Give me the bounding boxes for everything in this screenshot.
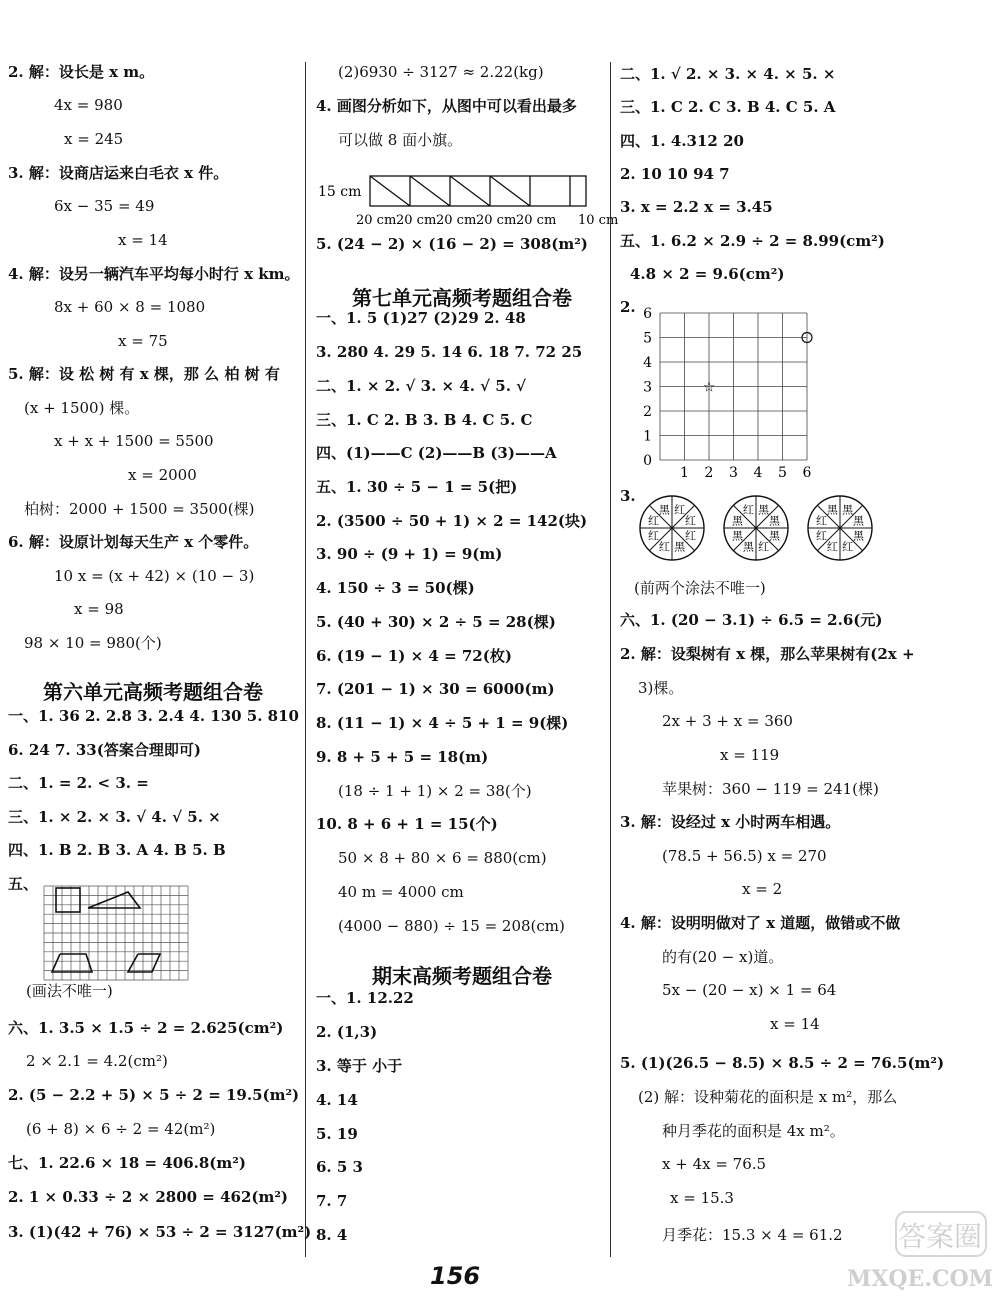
spinner-label: 黑: [732, 529, 744, 543]
answer-line: x = 2: [742, 880, 783, 898]
answer-line: 二、1. = 2. < 3. =: [8, 774, 149, 792]
answer-line: 六、1. (20 − 3.1) ÷ 6.5 = 2.6(元): [620, 611, 883, 629]
answer-line: 4. 解：设明明做对了 x 道题，做错或不做: [620, 914, 901, 932]
answer-line: 40 m = 4000 cm: [338, 883, 464, 901]
star-marker: ☆: [702, 379, 716, 396]
spinner-label: 红: [758, 540, 770, 554]
answer-line: 8. 4: [316, 1226, 348, 1244]
answer-line: 2x + 3 + x = 360: [662, 712, 793, 730]
answer-line: 4. 14: [316, 1091, 358, 1109]
answer-line: 2.: [620, 298, 636, 316]
answer-line: x = 15.3: [670, 1189, 734, 1207]
answer-line: 3. 等于 小于: [316, 1057, 403, 1075]
answer-line: 9. 8 + 5 + 5 = 18(m): [316, 748, 489, 766]
answer-line: 5. 解：设 松 树 有 x 棵，那 么 柏 树 有: [8, 365, 280, 383]
spinner-label: 黑: [674, 540, 686, 554]
page-number: 156: [430, 1262, 481, 1290]
answer-line: (18 ÷ 1 + 1) × 2 = 38(个): [338, 782, 532, 800]
spinner-label: 黑: [826, 503, 838, 517]
spinner-wheel: [640, 496, 704, 560]
answer-line: x = 14: [118, 231, 168, 249]
answer-line: (2) 解：设种菊花的面积是 x m²，那么: [638, 1088, 898, 1106]
spinner-label: 红: [684, 529, 696, 543]
answer-line: 5x − (20 − x) × 1 = 64: [662, 981, 837, 999]
answer-line: 7. (201 − 1) × 30 = 6000(m): [316, 680, 555, 698]
answer-line: 6. 5 3: [316, 1158, 363, 1176]
answer-line: 二、1. √ 2. × 3. × 4. × 5. ×: [620, 65, 836, 83]
answer-line: x = 2000: [128, 466, 197, 484]
answer-line: 50 × 8 + 80 × 6 = 880(cm): [338, 849, 547, 867]
answer-line: 3. 280 4. 29 5. 14 6. 18 7. 72 25: [316, 343, 583, 361]
coordinate-grid: [630, 300, 830, 480]
spinner-label: 红: [816, 529, 828, 543]
answer-line: 7. 7: [316, 1192, 348, 1210]
answer-line: 一、1. 36 2. 2.8 3. 2.4 4. 130 5. 810: [8, 707, 299, 725]
answer-line: (6 + 8) × 6 ÷ 2 = 42(m²): [26, 1120, 216, 1138]
section-heading-unit7: 第七单元高频考题组合卷: [352, 286, 572, 310]
spinner-label: 红: [648, 529, 660, 543]
answer-line: 2. 1 × 0.33 ÷ 2 × 2800 = 462(m²): [8, 1188, 289, 1206]
x-tick-label: 1: [680, 465, 689, 481]
answer-line: 8x + 60 × 8 = 1080: [54, 298, 206, 316]
answer-line: 6x − 35 = 49: [54, 197, 155, 215]
answer-line: 的有(20 − x)道。: [662, 948, 784, 966]
answer-line: 苹果树：360 − 119 = 241(棵): [662, 780, 879, 798]
answer-line: 一、1. 5 (1)27 (2)29 2. 48: [316, 309, 526, 327]
answer-line: x + x + 1500 = 5500: [54, 432, 214, 450]
column-divider-right: [610, 62, 611, 1257]
answer-line: 2. 解：设梨树有 x 棵，那么苹果树有(2x +: [620, 645, 915, 663]
answer-line: 2. (1,3): [316, 1023, 378, 1041]
spinner-label: 黑: [852, 529, 864, 543]
answer-line: (前两个涂法不唯一): [634, 579, 766, 597]
answer-line: 6. (19 − 1) × 4 = 72(枚): [316, 647, 512, 665]
answer-line: 五、1. 6.2 × 2.9 ÷ 2 = 8.99(cm²): [620, 232, 885, 250]
answer-line: (2)6930 ÷ 3127 ≈ 2.22(kg): [338, 63, 544, 81]
answer-line: 五、: [8, 875, 39, 893]
answer-line: 三、1. C 2. C 3. B 4. C 5. A: [620, 98, 836, 116]
triangle-shape: [88, 892, 140, 908]
answer-line: 三、1. C 2. B 3. B 4. C 5. C: [316, 411, 533, 429]
spinner-label: 红: [674, 503, 686, 517]
spinner-label: 黑: [768, 529, 780, 543]
spinner-wheel: [808, 496, 872, 560]
answer-line: 3. 解：设商店运来白毛衣 x 件。: [8, 164, 229, 182]
spinner-label: 黑: [842, 503, 854, 517]
answer-line: 四、1. 4.312 20: [620, 132, 744, 150]
spinner-label: 红: [658, 540, 670, 554]
answer-line: x = 98: [74, 600, 124, 618]
square-shape: [56, 888, 80, 912]
x-tick-label: 3: [729, 465, 738, 481]
height-label: 15 cm: [318, 184, 362, 200]
answer-line: x = 119: [720, 746, 780, 764]
answer-line: 5. 19: [316, 1125, 358, 1143]
x-tick-label: 5: [778, 465, 787, 481]
answer-line: x + 4x = 76.5: [662, 1155, 767, 1173]
answer-line: 3.: [620, 487, 636, 505]
answer-line: 6. 24 7. 33(答案合理即可): [8, 741, 201, 759]
watermark-url: MXQE.COM: [846, 1266, 994, 1292]
answer-line: 3. x = 2.2 x = 3.45: [620, 198, 773, 216]
spinner-label: 红: [816, 514, 828, 528]
answer-line: 2. (3500 ÷ 50 + 1) × 2 = 142(块): [316, 512, 588, 530]
answer-line: 4. 解：设另一辆汽车平均每小时行 x km。: [8, 265, 300, 283]
answer-line: 10. 8 + 6 + 1 = 15(个): [316, 815, 498, 833]
section-heading-final: 期末高频考题组合卷: [372, 964, 552, 988]
parallelogram-shape: [128, 954, 160, 972]
y-tick-label: 2: [643, 404, 652, 420]
spinner-figures: [636, 494, 886, 564]
segment-label: 20 cm: [356, 213, 397, 228]
answer-line: 3)棵。: [638, 679, 684, 697]
watermark-logo: [840, 1208, 994, 1294]
answer-line: 98 × 10 = 980(个): [24, 634, 162, 652]
column-divider-left: [305, 62, 306, 1257]
flag-cutting-diagram: [316, 172, 619, 228]
segment-label: 20 cm: [396, 213, 437, 228]
answer-line: 6. 解：设原计划每天生产 x 个零件。: [8, 533, 259, 551]
answer-line: 月季花：15.3 × 4 = 61.2: [662, 1226, 843, 1244]
section-heading-unit6: 第六单元高频考题组合卷: [43, 680, 263, 704]
answer-line: 种月季花的面积是 4x m²。: [662, 1122, 845, 1140]
x-tick-label: 4: [753, 465, 763, 481]
y-tick-label: 5: [643, 330, 652, 347]
answer-line: 2 × 2.1 = 4.2(cm²): [26, 1052, 168, 1070]
answer-line: 8. (11 − 1) × 4 ÷ 5 + 1 = 9(棵): [316, 714, 569, 732]
spinner-label: 红: [648, 514, 660, 528]
answer-line: (78.5 + 56.5) x = 270: [662, 847, 827, 865]
answer-line: 3. (1)(42 + 76) × 53 ÷ 2 = 3127(m²): [8, 1223, 312, 1241]
y-tick-label: 3: [643, 379, 652, 396]
spinner-label: 红: [842, 540, 854, 554]
answer-line: x = 75: [118, 332, 168, 350]
spinner-label: 红: [684, 514, 696, 528]
watermark-text: 答案圈: [897, 1220, 983, 1253]
answer-line: 可以做 8 面小旗。: [338, 131, 463, 149]
answer-line: 四、(1)——C (2)——B (3)——A: [316, 444, 557, 462]
answer-line: 4. 150 ÷ 3 = 50(棵): [316, 579, 475, 597]
answer-line: 4. 画图分析如下，从图中可以看出最多: [316, 97, 577, 115]
x-tick-label: 2: [704, 465, 714, 481]
answer-line: 五、1. 30 ÷ 5 − 1 = 5(把): [316, 478, 518, 496]
answer-line: (4000 − 880) ÷ 15 = 208(cm): [338, 917, 565, 935]
answer-line: 2. (5 − 2.2 + 5) × 5 ÷ 2 = 19.5(m²): [8, 1086, 300, 1104]
segment-label: 20 cm: [476, 213, 517, 228]
answer-line: 5. (40 + 30) × 2 ÷ 5 = 28(棵): [316, 613, 556, 631]
answer-line: 六、1. 3.5 × 1.5 ÷ 2 = 2.625(cm²): [8, 1019, 284, 1037]
answer-line: 5. (24 − 2) × (16 − 2) = 308(m²): [316, 235, 588, 253]
answer-line: 七、1. 22.6 × 18 = 406.8(m²): [8, 1154, 246, 1172]
answer-line: 柏树：2000 + 1500 = 3500(棵): [24, 500, 255, 518]
x-tick-label: 6: [802, 465, 812, 481]
spinner-label: 黑: [732, 514, 744, 528]
answer-line: 5. (1)(26.5 − 8.5) × 8.5 ÷ 2 = 76.5(m²): [620, 1054, 945, 1072]
answer-line: 2. 解：设长是 x m。: [8, 63, 155, 81]
answer-line: x = 14: [770, 1015, 820, 1033]
answer-line: 四、1. B 2. B 3. A 4. B 5. B: [8, 841, 226, 859]
answer-line: (x + 1500) 棵。: [24, 399, 140, 417]
spinner-label: 黑: [742, 540, 754, 554]
trapezoid-shape: [52, 954, 92, 972]
spinner-wheel: [724, 496, 788, 560]
answer-line: 2. 10 10 94 7: [620, 165, 730, 183]
spinner-label: 红: [742, 503, 754, 517]
answer-line: 三、1. × 2. × 3. √ 4. √ 5. ×: [8, 808, 221, 826]
answer-line: 4x = 980: [54, 96, 123, 114]
y-tick-label: 4: [643, 355, 652, 371]
answer-line: x = 245: [64, 130, 124, 148]
y-tick-label: 1: [643, 428, 652, 445]
answer-line: 10 x = (x + 42) × (10 − 3): [54, 567, 255, 585]
answer-line: 4.8 × 2 = 9.6(cm²): [630, 265, 785, 283]
spinner-label: 黑: [768, 514, 780, 528]
segment-label: 10 cm: [578, 213, 619, 228]
answer-line: (画法不唯一): [26, 982, 113, 1000]
answer-line: 3. 解：设经过 x 小时两车相遇。: [620, 813, 841, 831]
answer-line: 一、1. 12.22: [316, 989, 414, 1007]
answer-line: 二、1. × 2. √ 3. × 4. √ 5. √: [316, 377, 527, 395]
spinner-label: 黑: [758, 503, 770, 517]
y-tick-label: 6: [643, 306, 652, 322]
segment-label: 20 cm: [516, 213, 557, 228]
answer-line: 3. 90 ÷ (9 + 1) = 9(m): [316, 545, 503, 563]
spinner-label: 黑: [658, 503, 670, 517]
spinner-label: 黑: [852, 514, 864, 528]
spinner-label: 红: [826, 540, 838, 554]
y-tick-label: 0: [643, 453, 652, 469]
segment-label: 20 cm: [436, 213, 477, 228]
geometry-grid-figure: [42, 884, 202, 984]
